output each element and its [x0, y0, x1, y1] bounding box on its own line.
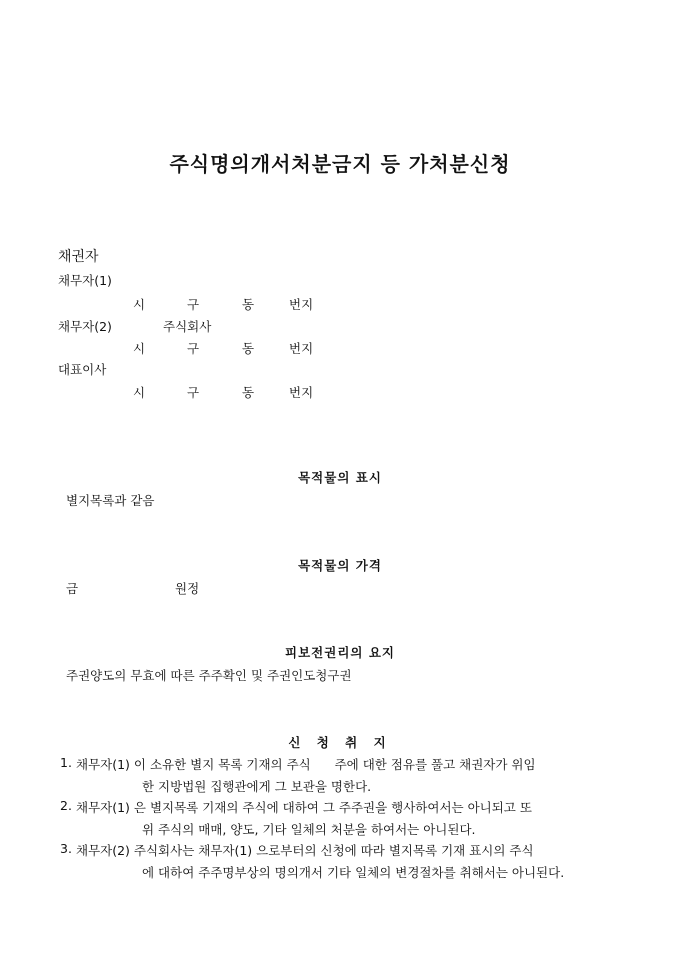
- address-dong: 동: [242, 341, 255, 356]
- representative-label: 대표이사: [58, 362, 107, 377]
- list-line: 채무자(1) 은 별지목록 기재의 주식에 대하여 그 주주권을 행사하여서는 아니되고 또: [76, 800, 532, 815]
- address-beonji: 번지: [289, 297, 314, 312]
- debtor2-company: 주식회사: [163, 319, 212, 334]
- address-beonji: 번지: [289, 385, 314, 400]
- document-title: 주식명의개서처분금지 등 가처분신청: [169, 152, 511, 176]
- list-number: 2.: [60, 798, 72, 813]
- list-line: 에 대하여 주주명부상의 명의개서 기타 일체의 변경절차를 취해서는 아니된다.: [142, 865, 565, 880]
- list-line: 한 지방법원 집행관에게 그 보관을 명한다.: [142, 779, 372, 794]
- object-value-heading: 목적물의 가격: [298, 558, 382, 573]
- address-gu: 구: [187, 297, 200, 312]
- address-dong: 동: [242, 297, 255, 312]
- protected-right-heading: 피보전권리의 요지: [285, 645, 395, 660]
- list-line: 위 주식의 매매, 양도, 기타 일체의 처분을 하여서는 아니된다.: [142, 822, 476, 837]
- address-gu: 구: [187, 385, 200, 400]
- address-dong: 동: [242, 385, 255, 400]
- address-si: 시: [133, 297, 146, 312]
- protected-right-body: 주권양도의 무효에 따른 주주확인 및 주권인도청구권: [66, 668, 352, 683]
- address-beonji: 번지: [289, 341, 314, 356]
- address-si: 시: [133, 385, 146, 400]
- creditor-label: 채권자: [58, 249, 99, 265]
- debtor1-label: 채무자(1): [58, 273, 112, 288]
- object-display-heading: 목적물의 표시: [298, 470, 382, 485]
- object-value-prefix: 금: [66, 581, 79, 596]
- debtor2-label: 채무자(2): [58, 319, 112, 334]
- application-purpose-heading: 신 청 취 지: [288, 735, 392, 750]
- address-si: 시: [133, 341, 146, 356]
- list-number: 1.: [60, 755, 72, 770]
- list-line: 채무자(2) 주식회사는 채무자(1) 으로부터의 신청에 따라 별지목록 기재 표시의 주식: [76, 843, 534, 858]
- address-gu: 구: [187, 341, 200, 356]
- list-number: 3.: [60, 841, 72, 856]
- list-line: 채무자(1) 이 소유한 별지 목록 기재의 주식 주에 대한 점유를 풀고 채권자가 위임: [76, 757, 536, 772]
- object-value-suffix: 원정: [175, 581, 200, 596]
- object-display-body: 별지목록과 같음: [66, 493, 155, 508]
